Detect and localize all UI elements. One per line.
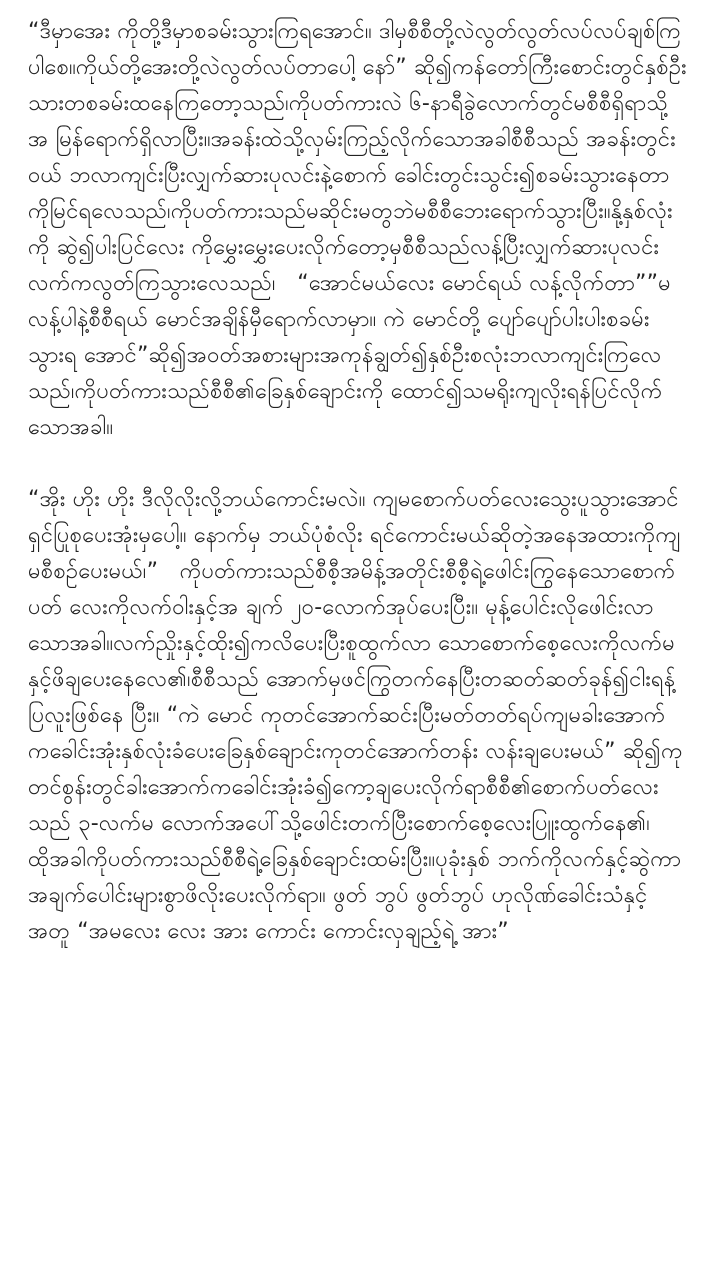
article-paragraph-1: “ဒီမှာအေး ကိုတို့ဒီမှာစခမ်းသွားကြရအောင်။ ဒါမှစီစီတို့လဲလွတ်လွတ်လပ်လပ်ချစ်ကြပါစေ။ကိုယ်တို့အေးတို့လဲလွတ်လပ်တာပေါ့ နော်” ဆို၍ကန်တော်ကြီးစောင်းတွင်နှစ်ဦးသားတစခမ်းထနေကြတော့သည်၊ကိုပတ်ကားလဲ ၆-နာရီခွဲလောက်တွင်မစီစီရှိရာသို့အ မြန်ရောက်ရှိလာပြီး။အခန်းထဲသို့လှမ်းကြည့်လိုက်သောအခါစီစီသည် အခန်းတွင်းဝယ် ဘလာကျင်းပြီးလျှက်ဆားပုလင်းနဲ့စောက် ခေါင်းတွင်းသွင်း၍စခမ်းသွားနေတာကိုမြင်ရလေသည်၊ကိုပတ်ကားသည်မဆိုင်းမတွဘဲမစီစီဘေးရောက်သွားပြီး။နို့နှစ်လုံးကို ဆွဲ၍ပါးပြင်လေး ကိုမွှေးမွှေးပေးလိုက်တော့မှစီစီသည်လန့်ပြီးလျှက်ဆားပုလင်းလက်ကလွတ်ကြသွားလေသည်၊ “အောင်မယ်လေး မောင်ရယ် လန့်လိုက်တာ””မလန့်ပါနဲ့စီစီရယ် မောင်အချိန်မှီရောက်လာမှာ။ ကဲ မောင်တို့ ပျော်ပျော်ပါးပါးစခမ်း သွားရ အောင်”ဆို၍အဝတ်အစားများအကုန်ချွတ်၍နှစ်ဦးစလုံးဘလာကျင်းကြလေသည်၊ကိုပတ်ကားသည်စီစီ၏ခြေနှစ်ချောင်းကို ထောင်၍သမရိုးကျလိုးရန်ပြင်လိုက်သောအခါ။ xyxy=(28,19,687,440)
paragraph-spacer xyxy=(28,446,687,482)
article-paragraph-2: “အိုး ဟိုး ဟိုး ဒီလိုလိုးလို့ဘယ်ကောင်းမလဲ။ ကျမစောက်ပတ်လေးသွေးပူသွားအောင်ရှင်ပြုစုပေးအုံးမှပေါ့။ နောက်မှ ဘယ်ပုံစံလိုး ရင်ကောင်းမယ်ဆိုတဲ့အနေအထားကိုကျမစီစဉ်ပေးမယ်၊” ကိုပတ်ကားသည်စီစီ့အမိန့်အတိုင်းစီစီ့ရဲ့ဖေါင်းကြွနေသောစောက်ပတ် လေးကိုလက်ဝါးနှင့်အ ချက် ၂၀-လောက်အုပ်ပေးပြီး။ မုန့်ပေါင်းလိုဖေါင်းလာသောအခါ။လက်ညှိုးနှင့်ထိုး၍ကလိပေးပြီးစူထွက်လာ သောစောက်စေ့လေးကိုလက်မနှင့်ဖိချပေးနေလေ၏၊စီစီသည် အောက်မှဖင်ကြွတက်နေပြီးတဆတ်ဆတ်ခုန်၍ငါးရန့်ပြလူးဖြစ်နေ ပြီး။ “ကဲ မောင် ကုတင်အောက်ဆင်းပြီးမတ်တတ်ရပ်ကျမခါးအောက်ကခေါင်းအုံးနှစ်လုံးခံပေးခြေနှစ်ချောင်းကုတင်အောက်တန်း လန်းချပေးမယ်” ဆို၍ကုတင်စွန်းတွင်ခါးအောက်ကခေါင်းအုံးခံ၍ကော့ချပေးလိုက်ရာစီစီ၏စောက်ပတ်လေးသည် ၃-လက်မ လောက်အပေါ်သို့ဖေါင်းတက်ပြီးစောက်စေ့လေးပြူးထွက်နေ၏၊ထိုအခါကိုပတ်ကားသည်စီစီရဲ့ခြေနှစ်ချောင်းထမ်းပြီး။ပုခုံးနှစ် ဘက်ကိုလက်နှင့်ဆွဲကာအချက်ပေါင်းများစွာဖိလိုးပေးလိုက်ရာ။ ဖွတ် ဘွပ် ဖွတ်ဘွပ် ဟုလိုဏ်ခေါင်းသံနှင့်အတူ “အမလေး လေး အား ကောင်း ကောင်းလှချည့်ရဲ့ အား” xyxy=(28,487,683,944)
